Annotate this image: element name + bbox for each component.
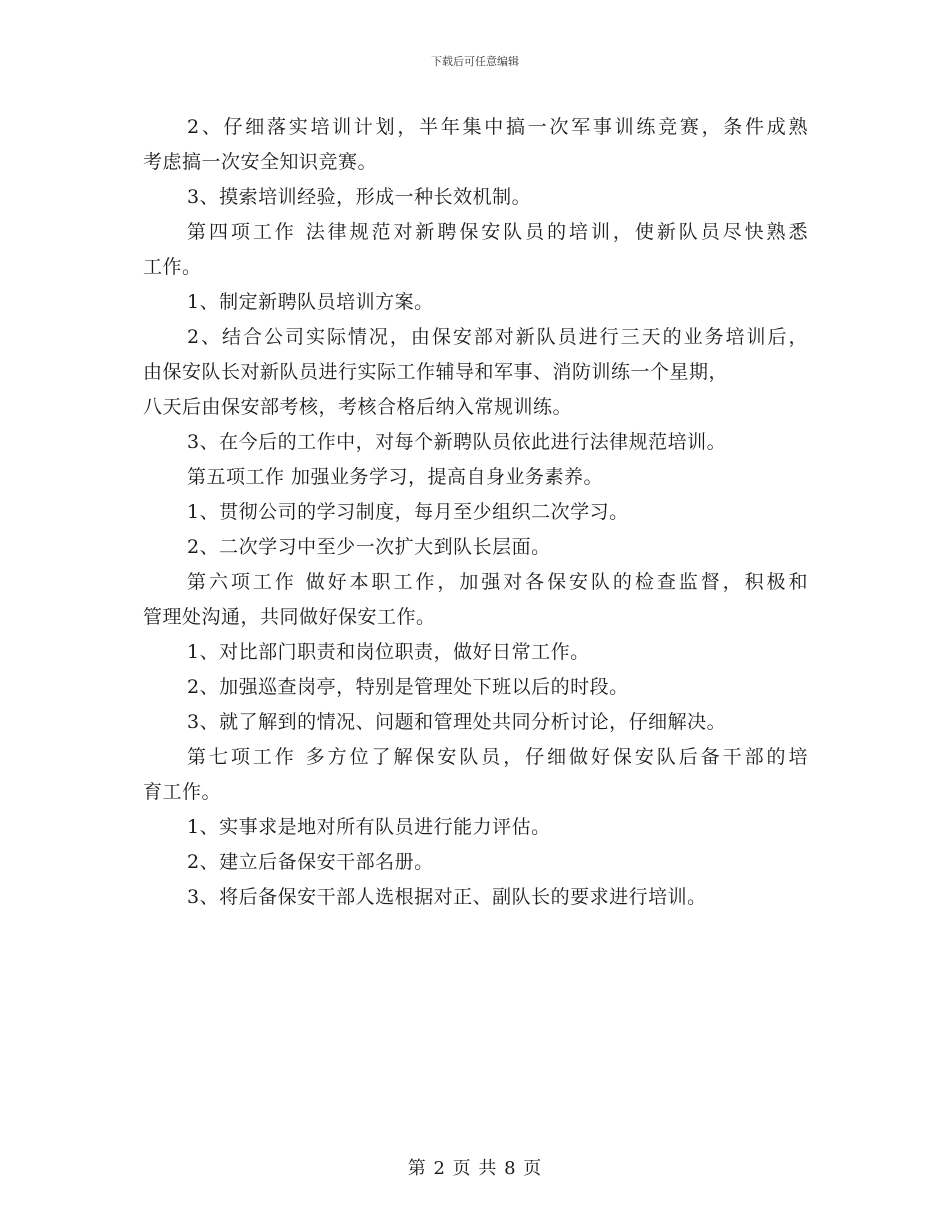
text-line: 管理处沟通，共同做好保安工作。 — [143, 606, 436, 628]
text-line: 育工作。 — [143, 781, 222, 803]
text-line: 2、仔细落实培训计划，半年集中搞一次军事训练竞赛，条件成熟 — [187, 116, 808, 138]
text-line: 1、制定新聘队员培训方案。 — [187, 291, 434, 313]
text-line: 2、加强巡查岗亭，特别是管理处下班以后的时段。 — [187, 676, 629, 698]
text-line: 2、建立后备保安干部名册。 — [187, 851, 434, 873]
page-number: 第 2 页 共 8 页 — [407, 1158, 543, 1179]
text-line: 3、就了解到的情况、问题和管理处共同分析讨论，仔细解决。 — [187, 711, 727, 733]
text-line: 由保安队长对新队员进行实际工作辅导和军事、消防训练一个星期， — [143, 361, 729, 383]
text-line: 第四项工作 法律规范对新聘保安队员的培训，使新队员尽快熟悉 — [187, 221, 808, 243]
text-line: 第七项工作 多方位了解保安队员，仔细做好保安队后备干部的培 — [187, 746, 808, 768]
page-header: 下载后可任意编辑 — [431, 55, 519, 68]
text-line: 2、二次学习中至少一次扩大到队长层面。 — [187, 536, 551, 558]
text-line: 1、对比部门职责和岗位职责，做好日常工作。 — [187, 641, 590, 663]
text-line: 工作。 — [143, 256, 202, 278]
text-line: 1、贯彻公司的学习制度，每月至少组织二次学习。 — [187, 501, 629, 523]
text-line: 考虑搞一次安全知识竞赛。 — [143, 151, 378, 173]
text-line: 第六项工作 做好本职工作，加强对各保安队的检查监督，积极和 — [187, 571, 808, 593]
text-line: 八天后由保安部考核，考核合格后纳入常规训练。 — [143, 396, 573, 418]
text-line: 第五项工作 加强业务学习，提高自身业务素养。 — [187, 466, 604, 488]
text-line: 3、将后备保安干部人选根据对正、副队长的要求进行培训。 — [187, 886, 707, 908]
document-body — [143, 110, 808, 915]
text-line: 2、结合公司实际情况，由保安部对新队员进行三天的业务培训后， — [187, 326, 808, 348]
text-line: 3、在今后的工作中，对每个新聘队员依此进行法律规范培训。 — [187, 431, 727, 453]
text-line: 1、实事求是地对所有队员进行能力评估。 — [187, 816, 551, 838]
text-line: 3、摸索培训经验，形成一种长效机制。 — [187, 186, 532, 208]
